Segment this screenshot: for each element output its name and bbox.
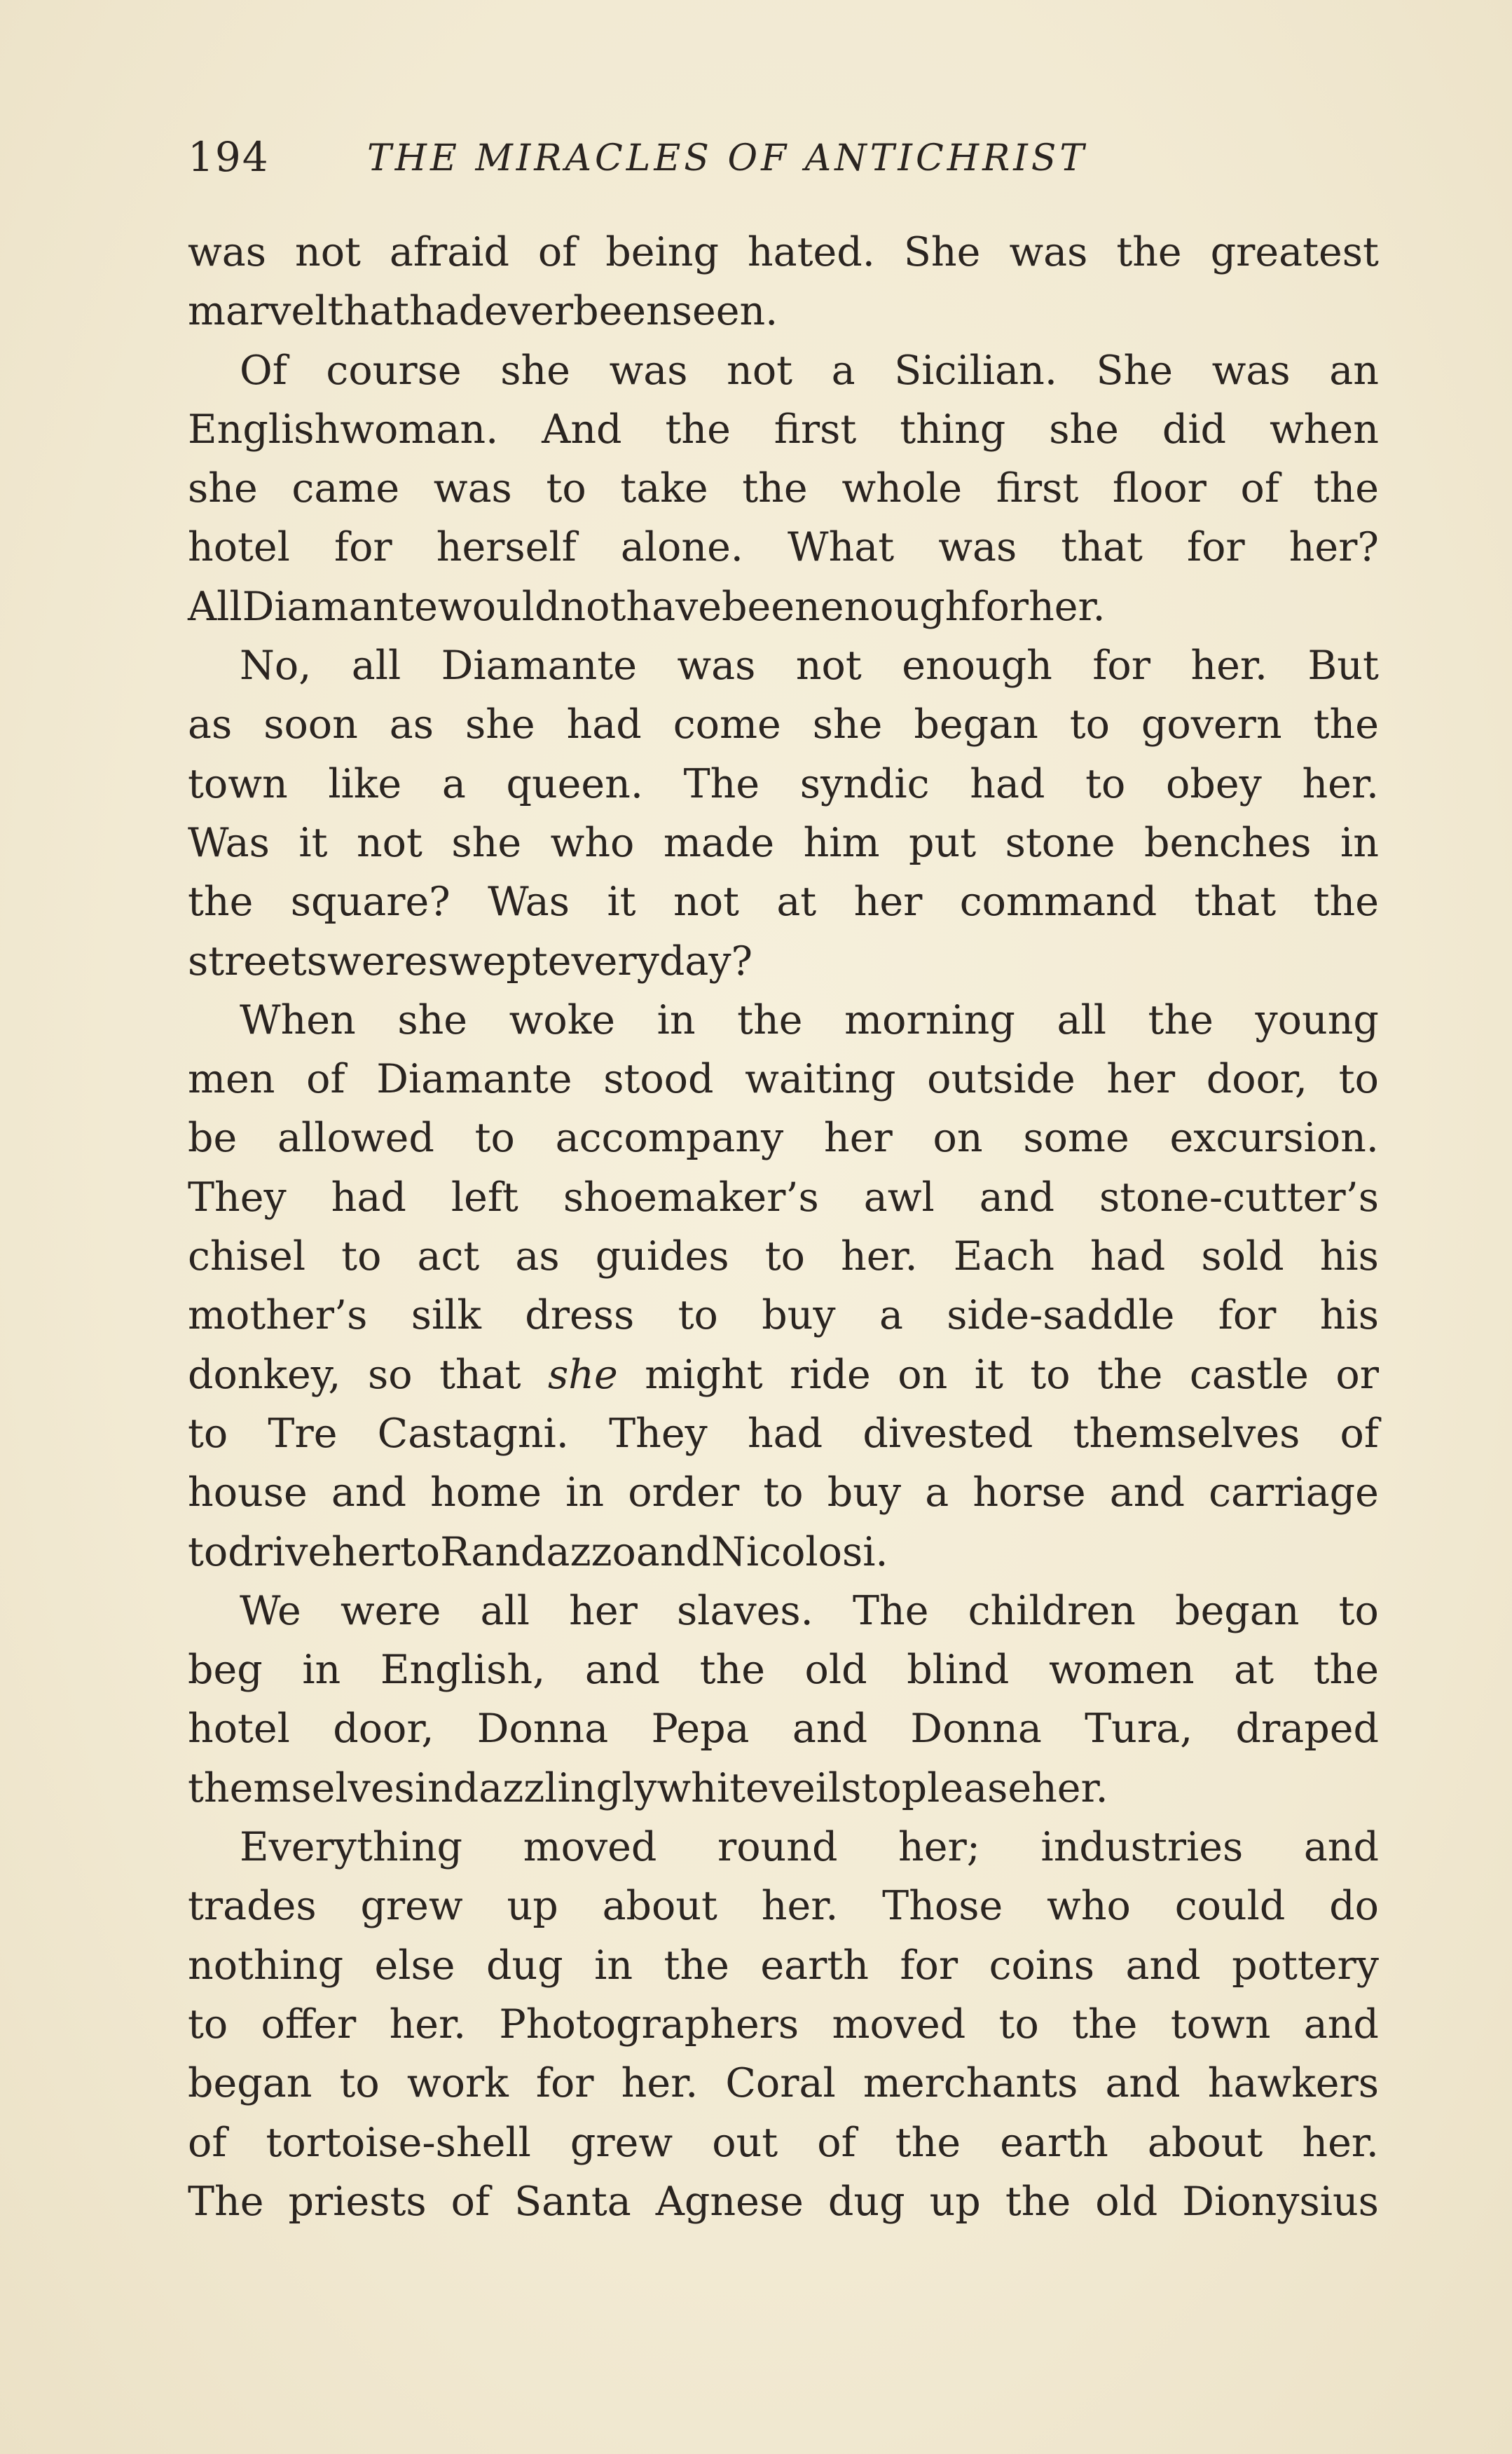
text-line: of tortoise-shell grew out of the earth about her. bbox=[188, 2119, 1379, 2166]
text-line: Was it not she who made him put stone benches in bbox=[188, 819, 1379, 866]
text-line: hotel for herself alone. What was that for her? bbox=[188, 524, 1379, 571]
text-line: the square? Was it not at her command that the bbox=[188, 879, 1379, 926]
text-line: themselves in dazzlingly white veils to please her. bbox=[188, 1764, 1108, 1811]
page-number: 194 bbox=[188, 133, 270, 181]
text-line: When she woke in the morning all the young bbox=[240, 996, 1379, 1043]
text-line: to drive her to Randazzo and Nicolosi. bbox=[188, 1528, 888, 1575]
text-line: to offer her. Photographers moved to the town and bbox=[188, 2001, 1379, 2048]
text-line: she came was to take the whole first floor of the bbox=[188, 465, 1379, 512]
body-text bbox=[188, 223, 1379, 2231]
text-line: Of course she was not a Sicilian. She was an bbox=[240, 347, 1379, 394]
text-line: men of Diamante stood waiting outside her door, to bbox=[188, 1056, 1379, 1103]
text-line: trades grew up about her. Those who could do bbox=[188, 1883, 1379, 1930]
text-line: to Tre Castagni. They had divested themselves of bbox=[188, 1410, 1379, 1457]
text-line: hotel door, Donna Pepa and Donna Tura, draped bbox=[188, 1706, 1379, 1753]
text-line: beg in English, and the old blind women at the bbox=[188, 1647, 1379, 1694]
text-line: chisel to act as guides to her. Each had sold his bbox=[188, 1233, 1379, 1280]
text-line: be allowed to accompany her on some excursion. bbox=[188, 1115, 1379, 1162]
text-line: as soon as she had come she began to govern the bbox=[188, 701, 1379, 748]
running-title: THE MIRACLES OF ANTICHRIST bbox=[367, 137, 1088, 179]
text-line: marvel that had ever been seen. bbox=[188, 288, 778, 335]
text-line: was not afraid of being hated. She was the greatest bbox=[188, 229, 1379, 275]
text-line: nothing else dug in the earth for coins and pottery bbox=[188, 1942, 1379, 1989]
text-line: No, all Diamante was not enough for her. But bbox=[240, 643, 1379, 690]
text-line: We were all her slaves. The children began to bbox=[240, 1587, 1379, 1634]
text-line: town like a queen. The syndic had to obey her. bbox=[188, 760, 1379, 807]
text-line: The priests of Santa Agnese dug up the old Dionysius bbox=[188, 2178, 1379, 2225]
text-line: All Diamante would not have been enough for her. bbox=[188, 583, 1106, 630]
text-line: house and home in order to buy a horse and carriage bbox=[188, 1469, 1379, 1516]
text-line: mother’s silk dress to buy a side-saddle for his bbox=[188, 1292, 1379, 1339]
page-header bbox=[188, 133, 1379, 196]
text-line: streets were swept every day? bbox=[188, 938, 753, 985]
text-line: They had left shoemaker’s awl and stone-cutter’s bbox=[188, 1174, 1379, 1221]
text-line: began to work for her. Coral merchants and hawkers bbox=[188, 2060, 1379, 2107]
text-line: Everything moved round her; industries and bbox=[240, 1824, 1379, 1871]
text-line: Englishwoman. And the first thing she did when bbox=[188, 406, 1379, 453]
text-line: donkey, so that she might ride on it to the castle or bbox=[188, 1351, 1379, 1398]
